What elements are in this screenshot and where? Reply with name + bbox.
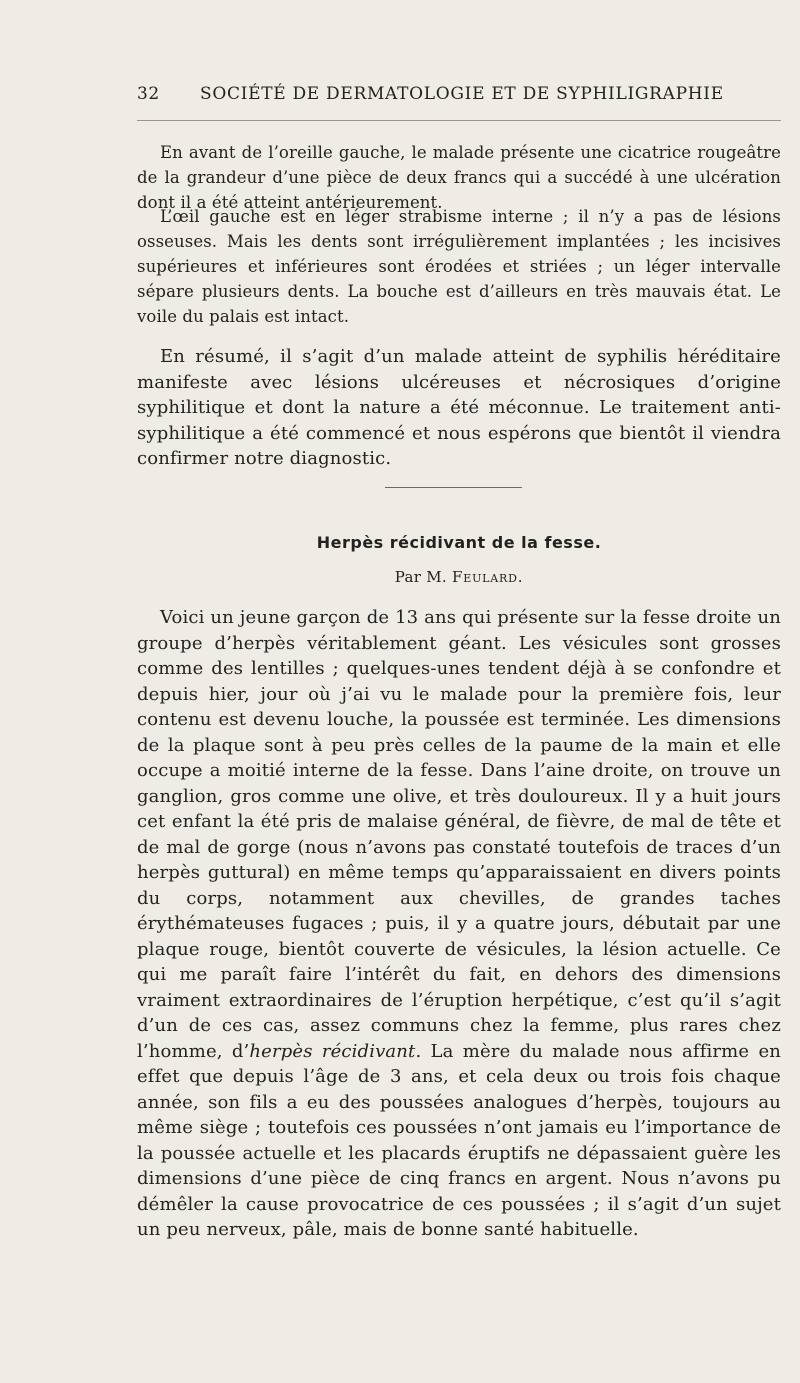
page-number: 32 (137, 84, 160, 104)
byline (137, 568, 781, 586)
paragraph-scar: En avant de l’oreille gauche, le malade présente une cicatrice rougeâtre de la grandeur d’une pièce de deux francs qui a succédé à une ulcération dont il a été atteint antérieurement. (137, 143, 781, 212)
section-title: Herpès récidivant de la fesse. (316, 533, 602, 552)
running-header (137, 84, 781, 108)
running-title: SOCIÉTÉ DE DERMATOLOGIE ET DE SYPHILIGRAPHIE (200, 84, 724, 104)
case-report-italic-term: herpès récidivant (249, 1040, 416, 1062)
paragraph-teeth: L’œil gauche est en léger strabisme interne ; il n’y a pas de lésions osseuses. Mais les dents sont irrégulièrement implantées ; les incisives supérieures et inférieures sont érodées et striées ; un léger intervalle sépare plusieurs dents. La bouche est d’ailleurs en très mauvais état. Le voile du palais est intact. (137, 207, 781, 326)
header-rule (137, 120, 781, 121)
case-report-text-b: . La mère du malade nous affirme en effet que depuis l’âge de 3 ans, et cela deux ou trois fois chaque année, son fils a eu des poussées analogues d’herpès, toujours au même siège ; toutefois ces poussées n’ont jamais eu l’importance de la poussée actuelle et les placards éruptifs ne dépassaient guère les dimensions d’une pièce de cinq francs en argent. Nous n’avons pu démêler la cause provocatrice de ces poussées ; il s’agit d’un sujet un peu nerveux, pâle, mais de bonne santé habituelle. (137, 1040, 781, 1240)
byline-author: Feulard. (452, 568, 524, 586)
paragraph-summary: En résumé, il s’agit d’un malade atteint de syphilis héréditaire manifeste avec lésions ulcéreuses et nécrosiques d’origine syphilitique et dont la nature a été méconnue. Le traitement anti-syphilitique a été commencé et nous espérons que bientôt il viendra confirmer notre diagnostic. (137, 346, 781, 469)
byline-prefix: Par M. (394, 568, 453, 586)
case-report-text-a: Voici un jeune garçon de 13 ans qui présente sur la fesse droite un groupe d’herpès véritablement géant. Les vésicules sont grosses comme des lentilles ; quelques-unes tendent déjà à se confondre et depuis hier, jour où j’ai vu le malade pour la première fois, leur contenu est devenu louche, la poussée est terminée. Les dimensions de la plaque sont à peu près celles de la paume de la main et elle occupe a moitié interne de la fesse. Dans l’aine droite, on trouve un ganglion, gros comme une olive, et très douloureux. Il y a huit jours cet enfant la été pris de malaise général, de fièvre, de mal de tête et de mal de gorge (nous n’avons pas constaté toutefois de traces d’un herpès guttural) en même temps qu’apparaissaient en divers points du corps, notamment aux chevilles, de grandes taches érythémateuses fugaces ; puis, il y a quatre jours, débutait par une plaque rouge, bientôt couverte de vésicules, la lésion actuelle. Ce qui me paraît faire l’intérêt du fait, en dehors des dimensions vraiment extraordinaires de l’éruption herpétique, c’est qu’il s’agit d’un de ces cas, assez communs chez la femme, plus rares chez l’homme, d’ (137, 607, 781, 1062)
paragraph-case-report (137, 605, 781, 1243)
section-divider (385, 487, 522, 488)
